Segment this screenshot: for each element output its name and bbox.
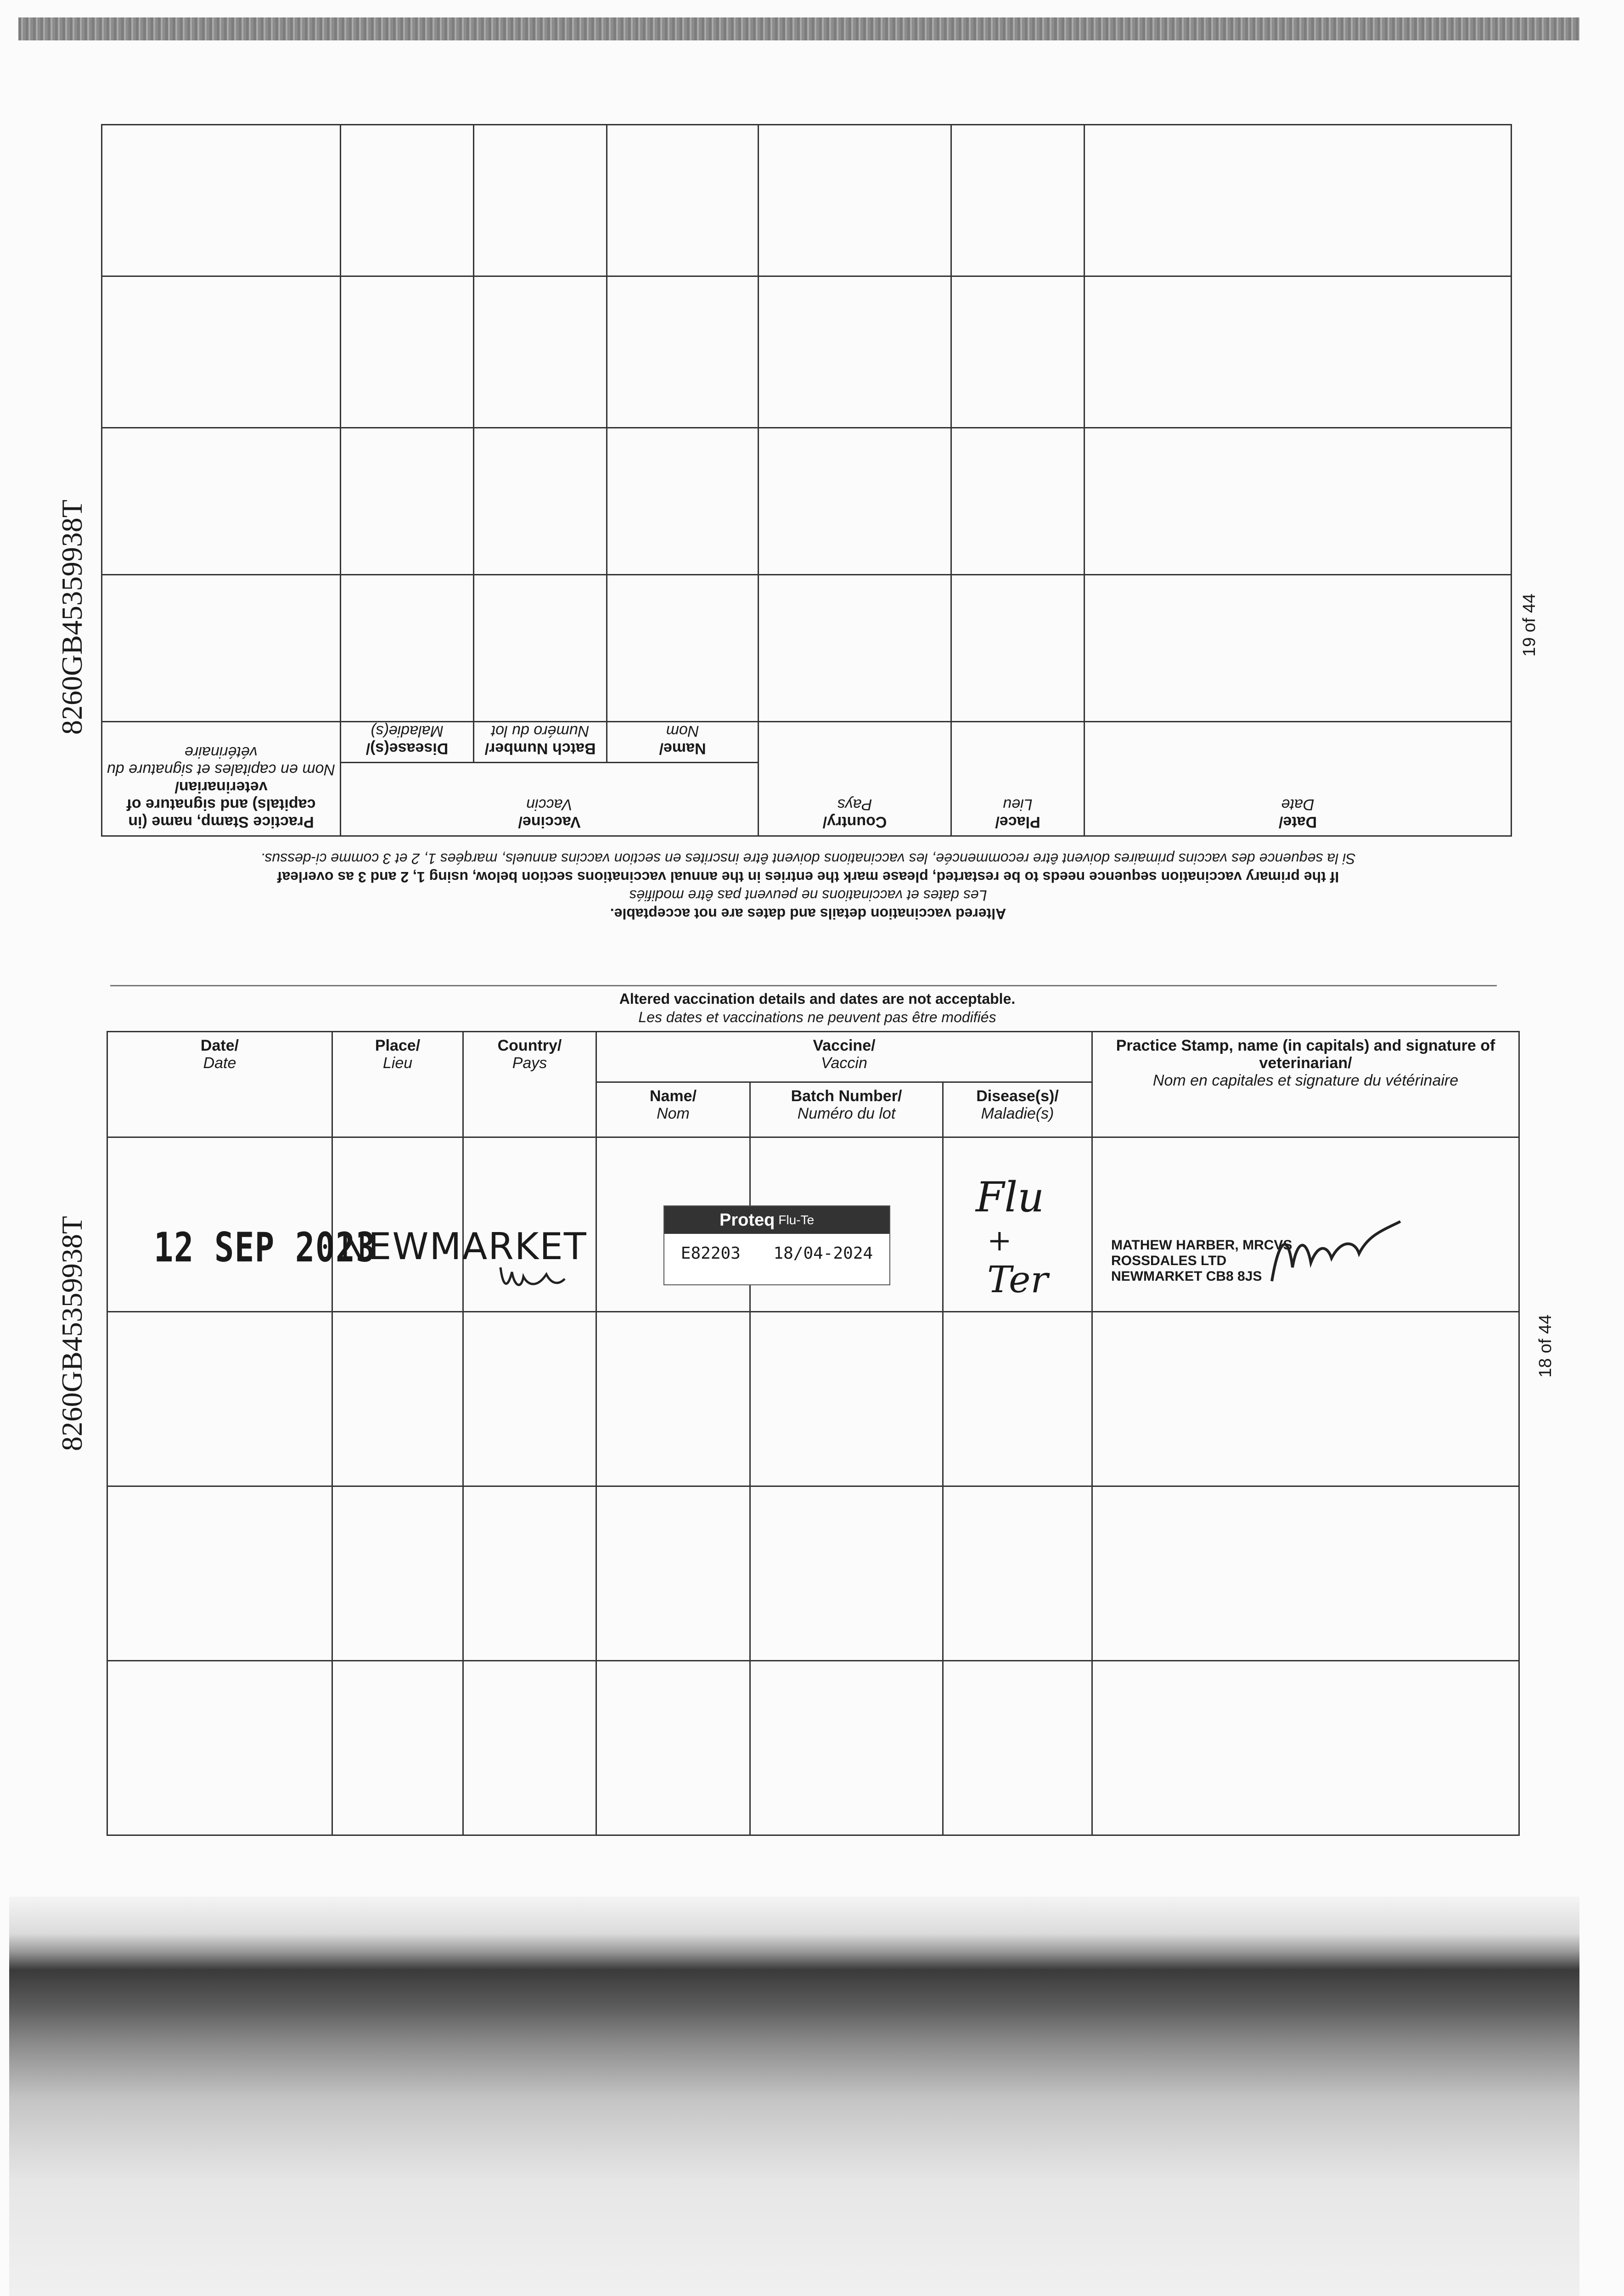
- table-row: [107, 1312, 1519, 1486]
- scan-artifact-top: [18, 17, 1579, 40]
- entry-place-stamp: NEWMARKET: [340, 1225, 587, 1268]
- upper-header-place: Place/ Lieu: [951, 722, 1085, 836]
- header-practice: Practice Stamp, name (in capitals) and signature of veterinarian/ Nom en capitales et signature du vétérinaire: [1092, 1032, 1519, 1137]
- page-number-lower: 18 of 44: [1536, 1314, 1555, 1378]
- stamp-line-vet: MATHEW HARBER, MRCVS: [1111, 1238, 1292, 1253]
- upper-notice: [220, 850, 1396, 923]
- fold-line: [110, 985, 1497, 986]
- vaccine-batch-number: E82203: [680, 1244, 741, 1263]
- vaccine-expiry: 18/04-2024: [773, 1244, 873, 1263]
- veterinary-practice-stamp: [1111, 1238, 1292, 1284]
- disease-handwritten-line1: Flu: [976, 1173, 1045, 1221]
- upper-notice-line2: Les dates et vaccinations ne peuvent pas être modifiés: [629, 887, 987, 904]
- stamp-line-address: NEWMARKET CB8 8JS: [1111, 1269, 1262, 1284]
- vaccine-brand: Proteq Flu-Te: [664, 1206, 889, 1234]
- entry-date-stamp: 12 SEP 2023: [154, 1224, 376, 1271]
- disease-handwritten-line3: Ter: [987, 1258, 1048, 1301]
- header-disease: Disease(s)/ Maladie(s): [943, 1082, 1092, 1137]
- upper-header-country: Country/ Pays: [759, 722, 951, 836]
- page-number-upper: 19 of 44: [1520, 593, 1539, 657]
- disease-handwritten-line2: +: [987, 1224, 1012, 1258]
- header-date: Date/ Date: [107, 1032, 332, 1137]
- upper-header-disease: Disease(s)/ Maladie(s): [341, 722, 474, 763]
- vaccine-batch-sticker: [663, 1205, 890, 1285]
- upper-vaccination-table: [101, 124, 1512, 837]
- upper-header-date: Date/ Date: [1085, 722, 1512, 836]
- upper-notice-primary-fr: Si la sequence des vaccins primaires doivent être recommencée, les vaccinations doivent être inscrites en section vaccins annuels, marqées 1, 2 et 3 comme ci-dessus.: [260, 850, 1356, 867]
- lower-notice: [450, 990, 1185, 1026]
- header-place: Place/ Lieu: [332, 1032, 463, 1137]
- table-row: [107, 1661, 1519, 1835]
- place-initials-signature: [496, 1258, 569, 1300]
- scan-artifact-bottom: [9, 1896, 1579, 2296]
- header-name: Name/ Nom: [596, 1082, 750, 1137]
- header-country: Country/ Pays: [463, 1032, 596, 1137]
- upper-header-vaccine: Vaccine/ Vaccin: [341, 763, 759, 836]
- upper-notice-line1: Altered vaccination details and dates are not acceptable.: [610, 906, 1006, 922]
- veterinarian-signature: [1267, 1212, 1405, 1290]
- lower-notice-line1: Altered vaccination details and dates are not acceptable.: [619, 990, 1016, 1007]
- document-id-lower: 8260GB45359938T: [56, 1216, 88, 1451]
- upper-header-batch: Batch Number/ Numéro du lot: [474, 722, 607, 763]
- upper-notice-primary-en: If the primary vaccination sequence needs to be restarted, please mark the entries in the annual vaccinations section below, using 1, 2 and 3 as overleaf: [277, 869, 1339, 885]
- stamp-line-practice: ROSSDALES LTD: [1111, 1253, 1227, 1268]
- lower-notice-line2: Les dates et vaccinations ne peuvent pas être modifiés: [638, 1009, 996, 1025]
- upper-header-name: Name/ Nom: [607, 722, 759, 763]
- header-batch: Batch Number/ Numéro du lot: [750, 1082, 943, 1137]
- lower-vaccination-table: [107, 1031, 1520, 1836]
- header-vaccine: Vaccine/ Vaccin: [596, 1032, 1092, 1082]
- table-row: [107, 1486, 1519, 1661]
- document-id-upper: 8260GB45359938T: [56, 500, 88, 735]
- upper-header-practice: Practice Stamp, name (in capitals) and signature of veterinarian/ Nom en capitales et signature du vétérinaire: [102, 722, 341, 836]
